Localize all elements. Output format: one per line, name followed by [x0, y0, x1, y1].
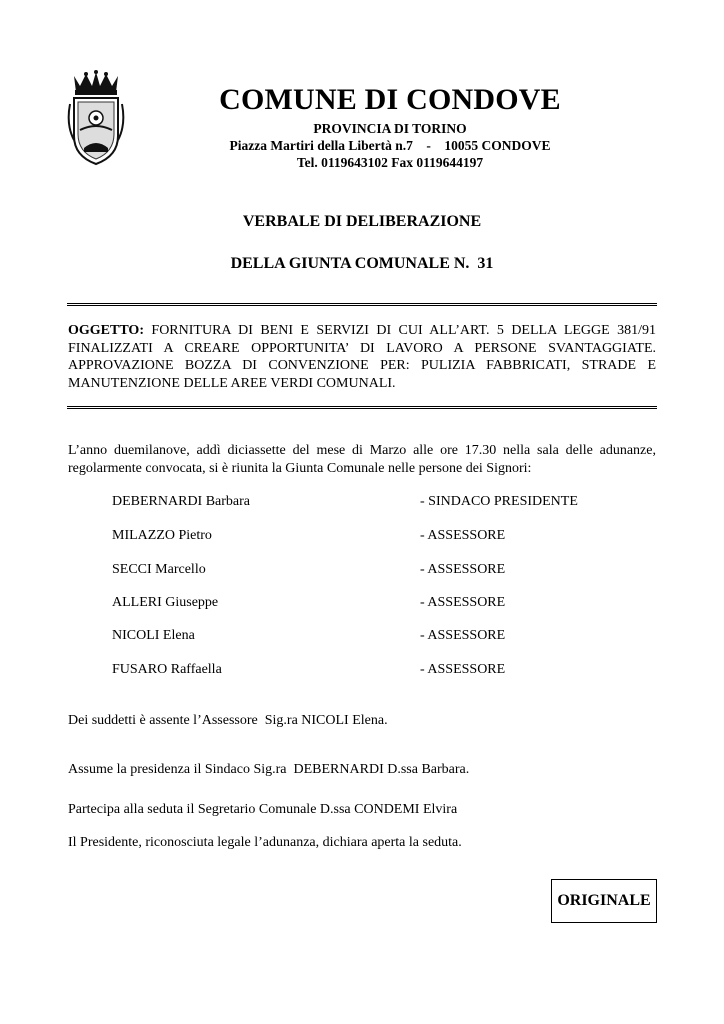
member-name: ALLERI Giuseppe — [112, 595, 219, 610]
member-name: NICOLI Elena — [112, 628, 195, 643]
member-role: - SINDACO PRESIDENTE — [420, 494, 578, 509]
secretary-paragraph: Partecipa alla seduta il Segretario Comunale D.ssa CONDEMI Elvira — [68, 802, 458, 817]
top-divider — [67, 303, 657, 306]
coat-of-arms-icon — [64, 70, 128, 166]
original-stamp: ORIGINALE — [551, 879, 657, 923]
document-heading: VERBALE DI DELIBERAZIONE — [242, 213, 482, 230]
member-role: - ASSESSORE — [420, 662, 506, 677]
member-name: MILAZZO Pietro — [112, 528, 212, 543]
member-name: DEBERNARDI Barbara — [112, 494, 251, 509]
deliberation-number: DELLA GIUNTA COMUNALE N. 31 — [230, 255, 494, 272]
member-role: - ASSESSORE — [420, 628, 506, 643]
subject-text: FORNITURA DI BENI E SERVIZI DI CUI ALL’ART. 5 DELLA LEGGE 381/91 FINALIZZATI A CREARE OPPORTUNITA’ DI LAVORO A PERSONE SVANTAGGIATE. APPROVAZIONE BOZZA DI CONVENZIONE PER: PULIZIA FABBRICATI, STRADE E MANUTENZIONE DELLE AREE VERDI COMUNALI. — [68, 323, 657, 391]
municipality-title: COMUNE DI CONDOVE — [219, 83, 561, 116]
subject-block — [68, 322, 656, 392]
intro-paragraph: L’anno duemilanove, addì diciassette del mese di Marzo alle ore 17.30 nella sala delle adunanze, regolarmente convocata, si è riunita la Giunta Comunale nelle persone dei Signori: — [68, 443, 656, 476]
member-role: - ASSESSORE — [420, 595, 506, 610]
member-name: FUSARO Raffaella — [112, 662, 222, 677]
member-role: - ASSESSORE — [420, 562, 506, 577]
member-name: SECCI Marcello — [112, 562, 206, 577]
address-line: Piazza Martiri della Libertà n.7 - 10055 CONDOVE — [229, 138, 551, 153]
province-line: PROVINCIA DI TORINO — [313, 121, 467, 136]
bottom-divider — [67, 406, 657, 409]
member-role: - ASSESSORE — [420, 528, 506, 543]
absent-paragraph: Dei suddetti è assente l’Assessore Sig.ra NICOLI Elena. — [68, 713, 388, 728]
subject-label: OGGETTO: — [68, 323, 144, 338]
presidency-paragraph: Assume la presidenza il Sindaco Sig.ra DEBERNARDI D.ssa Barbara. — [68, 762, 470, 777]
opening-paragraph: Il Presidente, riconosciuta legale l’adunanza, dichiara aperta la seduta. — [68, 835, 462, 850]
contacts-line: Tel. 0119643102 Fax 0119644197 — [296, 155, 484, 170]
